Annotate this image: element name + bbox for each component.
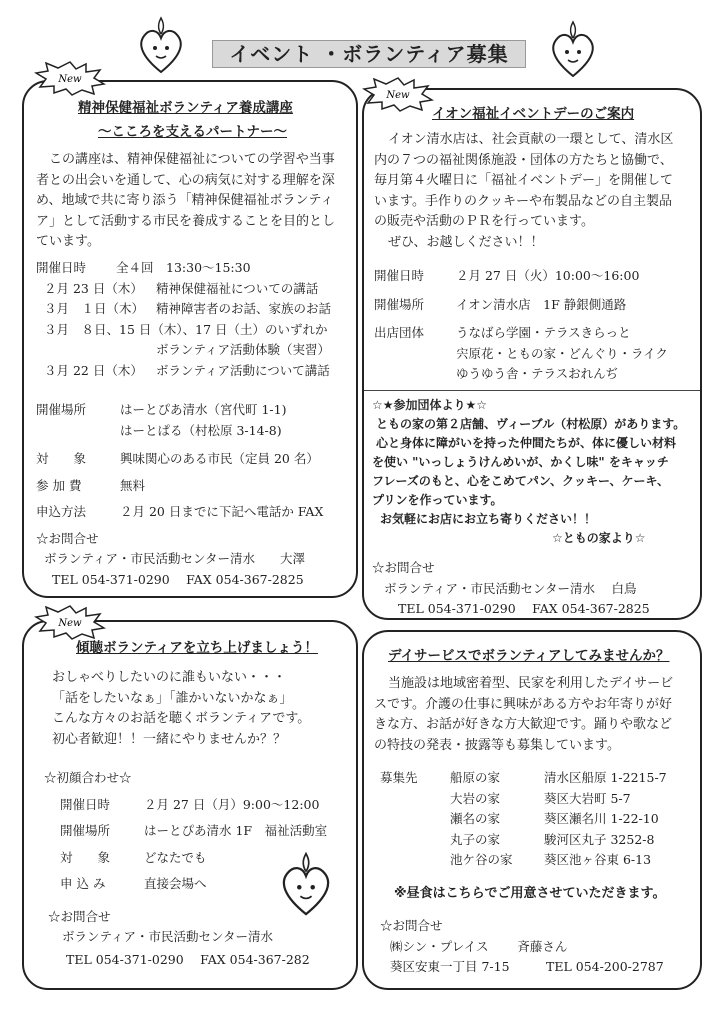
contact-tel: TEL 054-371-0290 FAX 054-367-2825 bbox=[398, 601, 650, 616]
date-label: 開催日時 bbox=[374, 268, 425, 283]
badge-text: New bbox=[58, 618, 82, 629]
intro-line: こんな方々のお話を聴くボランティアです。 bbox=[52, 711, 311, 726]
intro-line: 内の７つの福祉関係施設・団体の方たちと協働で、 bbox=[374, 152, 673, 168]
contact-label: ☆お問合せ bbox=[36, 530, 99, 546]
date-value: ２月 27 日（火）10:00～16:00 bbox=[456, 268, 640, 283]
intro-line: ア」として活動する市民を養成することを目的とし bbox=[36, 213, 336, 229]
target-value: どなたでも bbox=[144, 849, 207, 865]
contact-org: ボランティア・市民活動センター清水 大澤 bbox=[44, 551, 306, 566]
apply-label: 申 込 み bbox=[60, 876, 106, 891]
site-name: 大岩の家 bbox=[450, 790, 501, 806]
new-badge-icon bbox=[34, 60, 106, 96]
listening-intro bbox=[52, 668, 310, 750]
contact-label: ☆お問合せ bbox=[48, 908, 111, 924]
group-line: 宍原花・ともの家・どんぐり・ライク bbox=[456, 345, 668, 361]
course-intro bbox=[36, 150, 335, 253]
fee-label: 参 加 費 bbox=[36, 477, 82, 493]
note-line: を使い "いっしょうけんめいが、かくし味" をキャッチ bbox=[372, 455, 669, 469]
intro-line: 当施設は地域密着型、民家を利用したデイサービ bbox=[388, 676, 674, 691]
date-label: 開催日時 bbox=[60, 796, 111, 812]
course-title: 精神保健福祉ボランティア養成講座 bbox=[78, 100, 293, 116]
session-date: ３月 １日（木） bbox=[44, 301, 145, 316]
badge-text: New bbox=[386, 90, 410, 101]
session-topic: ボランティア活動について講話 bbox=[156, 362, 330, 378]
intro-line: 「話をしたいなぁ」「誰かいないかなぁ」 bbox=[52, 690, 293, 706]
meet-head: ☆初顔合わせ☆ bbox=[44, 770, 132, 785]
site-name: 丸子の家 bbox=[450, 831, 501, 847]
apply-value: ２月 20 日までに下記へ電話か FAX bbox=[120, 504, 324, 519]
group-line: うなばら学園・テラスきらっと bbox=[456, 325, 631, 340]
note-line: お気軽にお店にお立ち寄りください！！ bbox=[380, 512, 597, 526]
course-schedule bbox=[36, 258, 356, 381]
contact-org: ㈱シン・プレイス 斉藤さん bbox=[390, 938, 568, 954]
page-title: イベント ・ボランティア募集 bbox=[212, 40, 526, 68]
groups-label: 出店団体 bbox=[374, 325, 425, 340]
recruit-list bbox=[380, 768, 700, 871]
date-value: ２月 27 日（月）9:00～12:00 bbox=[144, 796, 320, 812]
schedule-head: 全４回 13:30～15:30 bbox=[116, 260, 251, 275]
course-details bbox=[36, 400, 356, 590]
note-line: プリンを作っています。 bbox=[372, 493, 503, 507]
site-addr: 葵区池ヶ谷東 6-13 bbox=[544, 852, 652, 867]
site-name: 池ケ谷の家 bbox=[450, 852, 513, 867]
venue-value: はーとぱる（村松原 3-14-8) bbox=[120, 422, 282, 438]
note-line: フレーズのもと、心をこめてパン、クッキー、ケーキ、 bbox=[372, 474, 670, 488]
schedule-label: 開催日時 bbox=[36, 260, 87, 275]
aeon-details bbox=[374, 266, 700, 385]
note-sign: ☆ともの家より☆ bbox=[552, 531, 646, 545]
session-date: ２月 23 日（木） bbox=[44, 280, 143, 296]
target-label: 対 象 bbox=[60, 849, 111, 865]
aeon-contact bbox=[372, 558, 698, 620]
site-addr: 葵区瀬名川 1-22-10 bbox=[544, 811, 659, 826]
lunch-note: ※昼食はこちらでご用意させていただきます。 bbox=[394, 886, 666, 901]
new-badge-icon bbox=[34, 604, 106, 640]
contact-org: ボランティア・市民活動センター清水 白鳥 bbox=[384, 580, 637, 596]
fee-value: 無料 bbox=[120, 477, 146, 493]
venue-value: はーとぴあ清水（宮代町 1-1) bbox=[120, 402, 287, 417]
day-service-box bbox=[362, 630, 702, 990]
site-addr: 葵区大岩町 5-7 bbox=[544, 790, 631, 806]
note-head: ☆★参加団体より★☆ bbox=[372, 398, 488, 412]
intro-line: の特技の発表・披露等も募集しています。 bbox=[374, 737, 620, 753]
site-addr: 駿河区丸子 3252-8 bbox=[544, 831, 655, 847]
contact-addr: 葵区安東一丁目 7-15 bbox=[390, 959, 510, 974]
contact-tel: TEL 054-200-2787 bbox=[546, 959, 664, 974]
day-service-contact bbox=[380, 916, 700, 978]
intro-line: ぜひ、お越しください！！ bbox=[388, 234, 544, 250]
site-addr: 清水区船原 1-2215-7 bbox=[544, 770, 667, 785]
course-subtitle: ～こころを支えるパートナー～ bbox=[98, 124, 287, 140]
heart-mascot-icon bbox=[548, 20, 598, 80]
session-date: ３月 ８日、15 日（木）、17 日（土）のいずれか bbox=[44, 321, 328, 337]
aeon-note bbox=[372, 396, 685, 548]
note-line: ともの家の第２店舗、ヴィーブル（村松原）があります。 bbox=[376, 417, 686, 431]
group-line: ゆうゆう舎・テラスおれんぢ bbox=[456, 366, 619, 381]
session-topic: 精神障害者のお話、家族のお話 bbox=[156, 301, 332, 316]
heart-mascot-icon bbox=[136, 16, 186, 76]
badge-text: New bbox=[58, 74, 82, 85]
venue-label: 開催場所 bbox=[374, 296, 425, 312]
venue-value: はーとぴあ清水 1F 福祉活動室 bbox=[144, 823, 328, 838]
site-name: 瀬名の家 bbox=[450, 811, 501, 826]
new-badge-icon bbox=[362, 76, 434, 112]
contact-org: ボランティア・市民活動センター清水 bbox=[62, 929, 274, 944]
aeon-title: イオン福祉イベントデーのご案内 bbox=[432, 106, 635, 122]
aeon-event-box bbox=[362, 88, 702, 620]
intro-line: おしゃべりしたいのに誰もいない・・・ bbox=[52, 670, 287, 685]
listening-title: 傾聴ボランティアを立ち上げましょう！ bbox=[76, 640, 318, 656]
contact-label: ☆お問合せ bbox=[380, 918, 443, 933]
listening-volunteer-box bbox=[22, 620, 358, 990]
note-line: 心と身体に障がいを持った仲間たちが、体に優しい材料 bbox=[376, 436, 677, 450]
day-service-title: デイサービスでボランティアしてみませんか？ bbox=[388, 648, 670, 664]
venue-label: 開催場所 bbox=[36, 402, 87, 417]
target-label: 対 象 bbox=[36, 451, 87, 466]
aeon-intro bbox=[374, 130, 673, 253]
intro-line: イオン清水店は、社会貢献の一環として、清水区 bbox=[388, 132, 674, 147]
session-date: ３月 22 日（木） bbox=[44, 362, 143, 378]
intro-line: ています。 bbox=[36, 234, 100, 249]
contact-label: ☆お問合せ bbox=[372, 560, 435, 575]
intro-line: 者との出会いを通して、心の病気に対する理解を深 bbox=[36, 172, 335, 188]
contact-tel: TEL 054-371-0290 FAX 054-367-282 bbox=[66, 951, 310, 967]
intro-line: この講座は、精神保健福祉についての学習や当事 bbox=[49, 152, 335, 167]
site-name: 船原の家 bbox=[450, 770, 501, 785]
divider bbox=[364, 390, 700, 391]
intro-line: 毎月第４火曜日に「福祉イベントデー」を開催して bbox=[374, 173, 674, 188]
intro-line: め、地域で共に寄り添う「精神保健福祉ボランティ bbox=[36, 193, 334, 208]
intro-line: 初心者歓迎！！一緒にやりませんか？？ bbox=[52, 731, 287, 747]
session-topic: ボランティア活動体験（実習） bbox=[156, 342, 331, 357]
venue-label: 開催場所 bbox=[60, 823, 111, 838]
intro-line: スです。介護の仕事に興味がある方やお年寄りが好 bbox=[374, 696, 672, 712]
intro-line: きな方、お話が好きな方大歓迎です。踊りや歌など bbox=[374, 717, 672, 732]
contact-tel: TEL 054-371-0290 FAX 054-367-2825 bbox=[52, 571, 304, 587]
venue-value: イオン清水店 1F 静銀側通路 bbox=[456, 296, 627, 312]
apply-label: 申込方法 bbox=[36, 504, 87, 519]
session-topic: 精神保健福祉についての講話 bbox=[156, 280, 319, 296]
heart-mascot-icon bbox=[278, 850, 334, 920]
course-box bbox=[22, 80, 358, 598]
target-value: 興味関心のある市民（定員 20 名） bbox=[120, 451, 319, 466]
apply-value: 直接会場へ bbox=[144, 876, 207, 891]
intro-line: います。手作りのクッキーや布製品などの自主製品 bbox=[374, 193, 672, 209]
day-service-intro bbox=[374, 674, 673, 756]
intro-line: の販売や活動のＰＲを行っています。 bbox=[374, 214, 594, 229]
recruit-label: 募集先 bbox=[380, 770, 418, 785]
